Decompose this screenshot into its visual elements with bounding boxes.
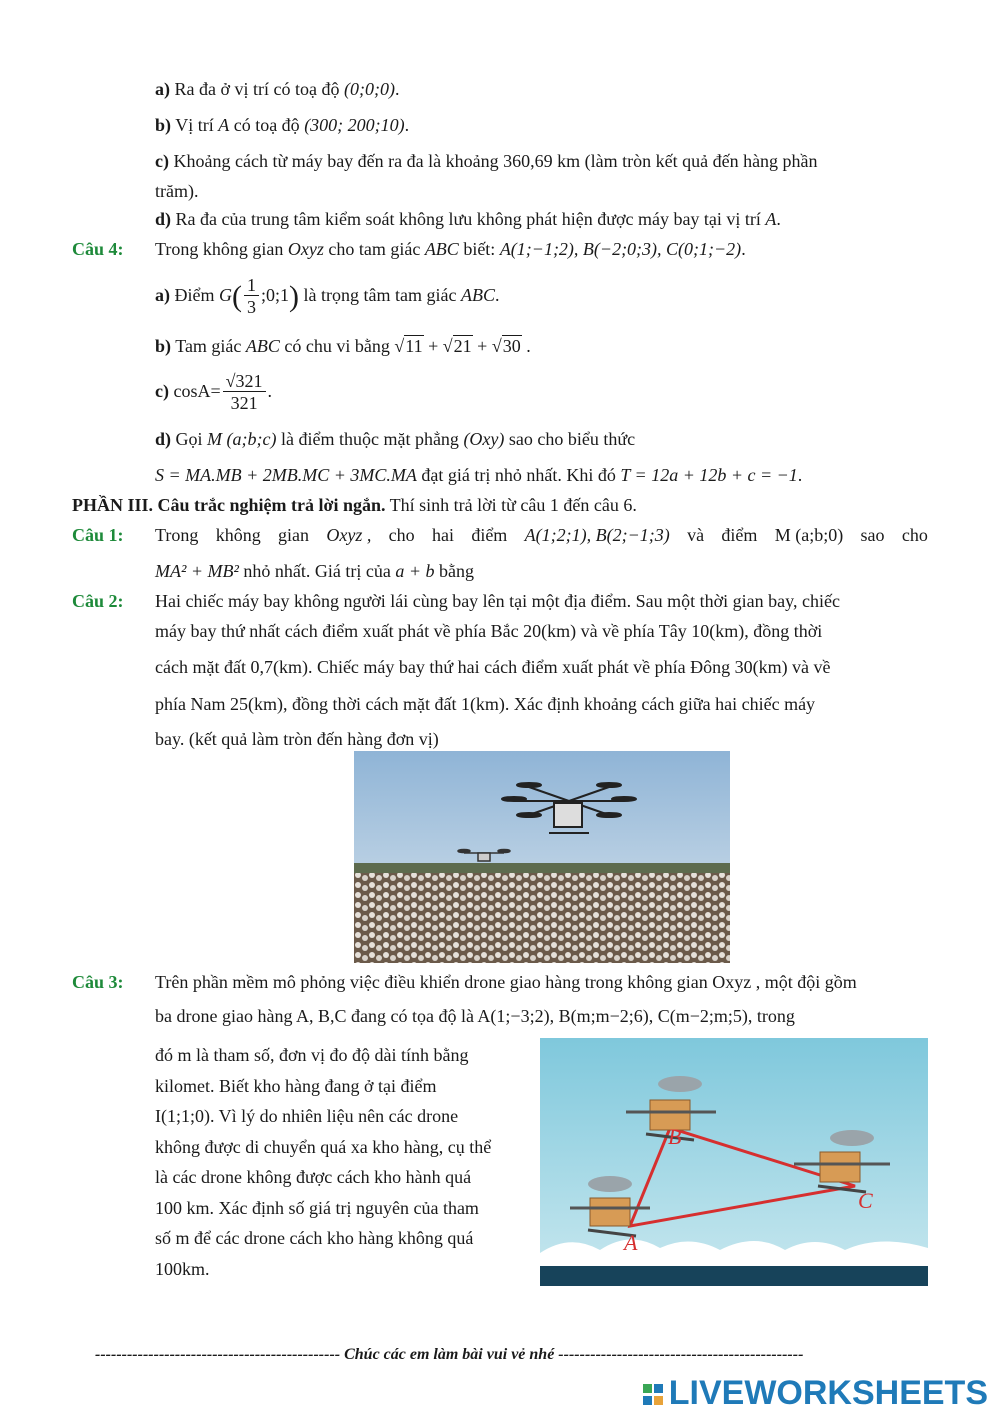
item-c-line1 (155, 150, 818, 172)
cau4-b-label: b) (155, 336, 172, 356)
q1-word: Oxyz , (326, 525, 372, 545)
item-a-line: a) Ra đa ở vị trí có toạ độ (0;0;0). (155, 79, 400, 99)
q1-line1 (155, 524, 928, 546)
part3-heading (72, 494, 637, 516)
cau4-a-pre: Điểm (174, 285, 215, 305)
cau4-a-num: 1 (244, 275, 259, 296)
q1-word: sao (860, 525, 885, 545)
item-a-text: Ra đa ở vị trí có toạ độ (174, 79, 340, 99)
sqrt-icon: √ (394, 336, 405, 356)
sqrt-icon: √ (442, 336, 453, 356)
item-b-point: A (218, 115, 230, 135)
cau4-d-line2: S = MA.MB + 2MB.MC + 3MC.MA đạt giá trị nhỏ nhất. Khi đó T = 12a + 12b + c = −1. (155, 465, 803, 485)
cau4-d-plane: (Oxy) (463, 429, 505, 449)
item-b-line: b) Vị trí A có toạ độ (300; 200;10). (155, 115, 410, 135)
item-c-label: c) (155, 151, 169, 171)
q3-body-line: I(1;1;0). Vì lý do nhiên liệu nên các drone (155, 1106, 459, 1126)
cau4-a-frac (244, 275, 259, 318)
item-b-pre: Vị trí (175, 115, 214, 135)
cau4-b-r3: 30 (502, 336, 521, 356)
cau4-a-tri: ABC (460, 285, 495, 305)
cau4-intro-text3: biết: (463, 239, 496, 259)
figure-label-a: A (624, 1230, 638, 1255)
liveworksheets-logo-text: LIVEWORKSHEETS (668, 1374, 988, 1412)
q2-line4: phía Nam 25(km), đồng thời cách mặt đất 1(km). Xác định khoảng cách giữa hai chiếc máy (155, 694, 816, 714)
cau4-a-post: là trọng tâm tam giác (303, 285, 457, 305)
right-paren-icon: ) (289, 279, 300, 313)
cau4-d-expr: S = MA.MB + 2MB.MC + 3MC.MA (155, 465, 417, 485)
q1-label: Câu 1: (72, 525, 124, 545)
cau4-a: a) Điểm G( $\frac{1}{3}$ ;0;1) là trọng tâm tam giác ABC. (155, 275, 500, 318)
q3-body-line: kilomet. Biết kho hàng đang ở tại điểm (155, 1075, 437, 1096)
cau4-b-pre: Tam giác (175, 336, 242, 356)
item-d-text: Ra đa của trung tâm kiểm soát không lưu không phát hiện được máy bay tại vị trí (175, 209, 761, 229)
figure-label-c: C (858, 1188, 873, 1213)
q1-word: A(1;2;1), B(2;−1;3) (524, 525, 670, 545)
q1-line2-end: bằng (439, 561, 475, 581)
figure-label-b: B (668, 1124, 682, 1149)
q3-body-line: là các drone không được cách kho hành quá (155, 1167, 472, 1187)
q1-target: a + b (395, 561, 435, 581)
q1-word: điểm (721, 525, 758, 545)
item-b-coord: (300; 200;10) (304, 115, 405, 135)
item-c-text1: Khoảng cách từ máy bay đến ra đa là khoảng 360,69 km (làm tròn kết quả đến hàng phần (173, 151, 818, 171)
q3-body-line: không được di chuyển quá xa kho hàng, cụ thể (155, 1136, 492, 1157)
q3-label: Câu 3: (72, 972, 124, 992)
q3-body-line: số m để các drone cách kho hàng không quá (155, 1228, 474, 1248)
q1-line2 (155, 560, 474, 582)
q1-word: cho (901, 525, 928, 545)
q2-line1: Hai chiếc máy bay không người lái cùng bay lên tại một địa điểm. Sau một thời gian bay, chiếc (155, 591, 840, 611)
footer-message: ---------------------------------------------- Chúc các em làm bài vui vẻ nhé ---------------------------------------------- (95, 1346, 804, 1363)
cau4-d-point: M (a;b;c) (207, 429, 277, 449)
q1-word: điểm (471, 525, 508, 545)
cau4-space: Oxyz (287, 239, 324, 259)
q2-line5: bay. (kết quả làm tròn đến hàng đơn vị) (155, 729, 439, 749)
q1-word: và (687, 525, 705, 545)
item-d-label: d) (155, 209, 172, 229)
drone-delivery-figure (540, 1038, 928, 1286)
cau4-d-line1 (155, 428, 635, 450)
cau4-a-rest: ;0;1 (261, 285, 290, 305)
left-paren-icon: ( (232, 279, 242, 313)
q1-word: M (a;b;0) (774, 525, 844, 545)
q3-body (155, 1040, 527, 1284)
cau4-intro: Trong không gian Oxyz cho tam giác ABC biết: A(1;−1;2), B(−2;0;3), C(0;1;−2). (155, 239, 746, 259)
cau4-points: A(1;−1;2), B(−2;0;3), C(0;1;−2) (499, 239, 742, 259)
cau4-c-label: c) (155, 381, 169, 401)
cau4-intro-text2: cho tam giác (328, 239, 421, 259)
item-c-text2: trăm). (155, 181, 199, 201)
cau4-c-num: √321 (223, 371, 266, 392)
cau4-c-den: 321 (230, 393, 258, 414)
cau4-a-point: G (219, 285, 232, 305)
cau4-d-result: T = 12a + 12b + c = −1 (620, 465, 798, 485)
sqrt-icon: √ (491, 336, 502, 356)
q1-expr: MA² + MB² (155, 561, 239, 581)
cau4-d-mid2: đạt giá trị nhỏ nhất. Khi đó (421, 465, 616, 485)
cau4-triangle: ABC (424, 239, 459, 259)
item-a-coord: (0;0;0) (343, 79, 395, 99)
cau4-c-frac (223, 371, 266, 414)
part3-subtitle: Thí sinh trả lời từ câu 1 đến câu 6. (389, 495, 637, 515)
cau4-c: c) cosA= $\frac{√321}{321}$ . (155, 371, 273, 414)
q3-line2: ba drone giao hàng A, B,C đang có tọa độ là A(1;−3;2), B(m;m−2;6), C(m−2;m;5), trong (155, 1006, 795, 1026)
cau4-b: b) Tam giác ABC có chu vi bằng √11 + √21 + √30 . (155, 336, 531, 356)
cau4-d-label: d) (155, 429, 172, 449)
q1-word: gian (278, 525, 310, 545)
q3-body-line: 100 km. Xác định số giá trị nguyên của tham (155, 1197, 479, 1218)
cau4-b-r1: 11 (405, 336, 423, 356)
q3-body-line: 100km. (155, 1258, 210, 1279)
cau4-d-mid: là điểm thuộc mặt phẳng (280, 429, 459, 449)
item-b-label: b) (155, 115, 172, 135)
item-d-line: d) Ra đa của trung tâm kiểm soát không lưu không phát hiện được máy bay tại vị trí A. (155, 209, 781, 229)
q1-word: cho (388, 525, 415, 545)
liveworksheets-logo[interactable] (643, 1374, 988, 1413)
item-b-post: có toạ độ (233, 115, 300, 135)
q3-body-line: đó m là tham số, đơn vị đo độ dài tính bằng (155, 1045, 469, 1065)
q1-word: Trong (155, 525, 199, 545)
cau4-a-label: a) (155, 285, 170, 305)
cau4-d-post: sao cho biểu thức (508, 429, 636, 449)
cau4-c-pre: cosA= (173, 381, 221, 401)
q1-line2-text: nhỏ nhất. Giá trị của (243, 561, 391, 581)
cau4-d-pre: Gọi (175, 429, 203, 449)
item-d-point: A (765, 209, 777, 229)
q2-line2: máy bay thứ nhất cách điểm xuất phát về phía Bắc 20(km) và về phía Tây 10(km), đồng thời (155, 621, 823, 641)
q2-label: Câu 2: (72, 591, 124, 611)
liveworksheets-logo-icon (643, 1382, 665, 1408)
item-a-label: a) (155, 79, 170, 99)
cau4-b-mid: có chu vi bằng (284, 336, 390, 356)
part3-title: PHẦN III. Câu trắc nghiệm trả lời ngắn. (72, 495, 386, 515)
cau4-b-tri: ABC (245, 336, 280, 356)
drone-field-photo (354, 751, 730, 963)
cau4-b-r2: 21 (453, 336, 472, 356)
q1-word: không (215, 525, 261, 545)
q1-word: hai (431, 525, 454, 545)
q3-line1: Trên phần mềm mô phỏng việc điều khiển drone giao hàng trong không gian Oxyz , một đội gồm (155, 972, 857, 992)
cau4-intro-text: Trong không gian (155, 239, 284, 259)
cau4-a-den: 3 (247, 297, 256, 318)
q2-line3: cách mặt đất 0,7(km). Chiếc máy bay thứ hai cách điểm xuất phát về phía Đông 30(km) và về (155, 657, 831, 677)
cau4-label: Câu 4: (72, 239, 124, 259)
